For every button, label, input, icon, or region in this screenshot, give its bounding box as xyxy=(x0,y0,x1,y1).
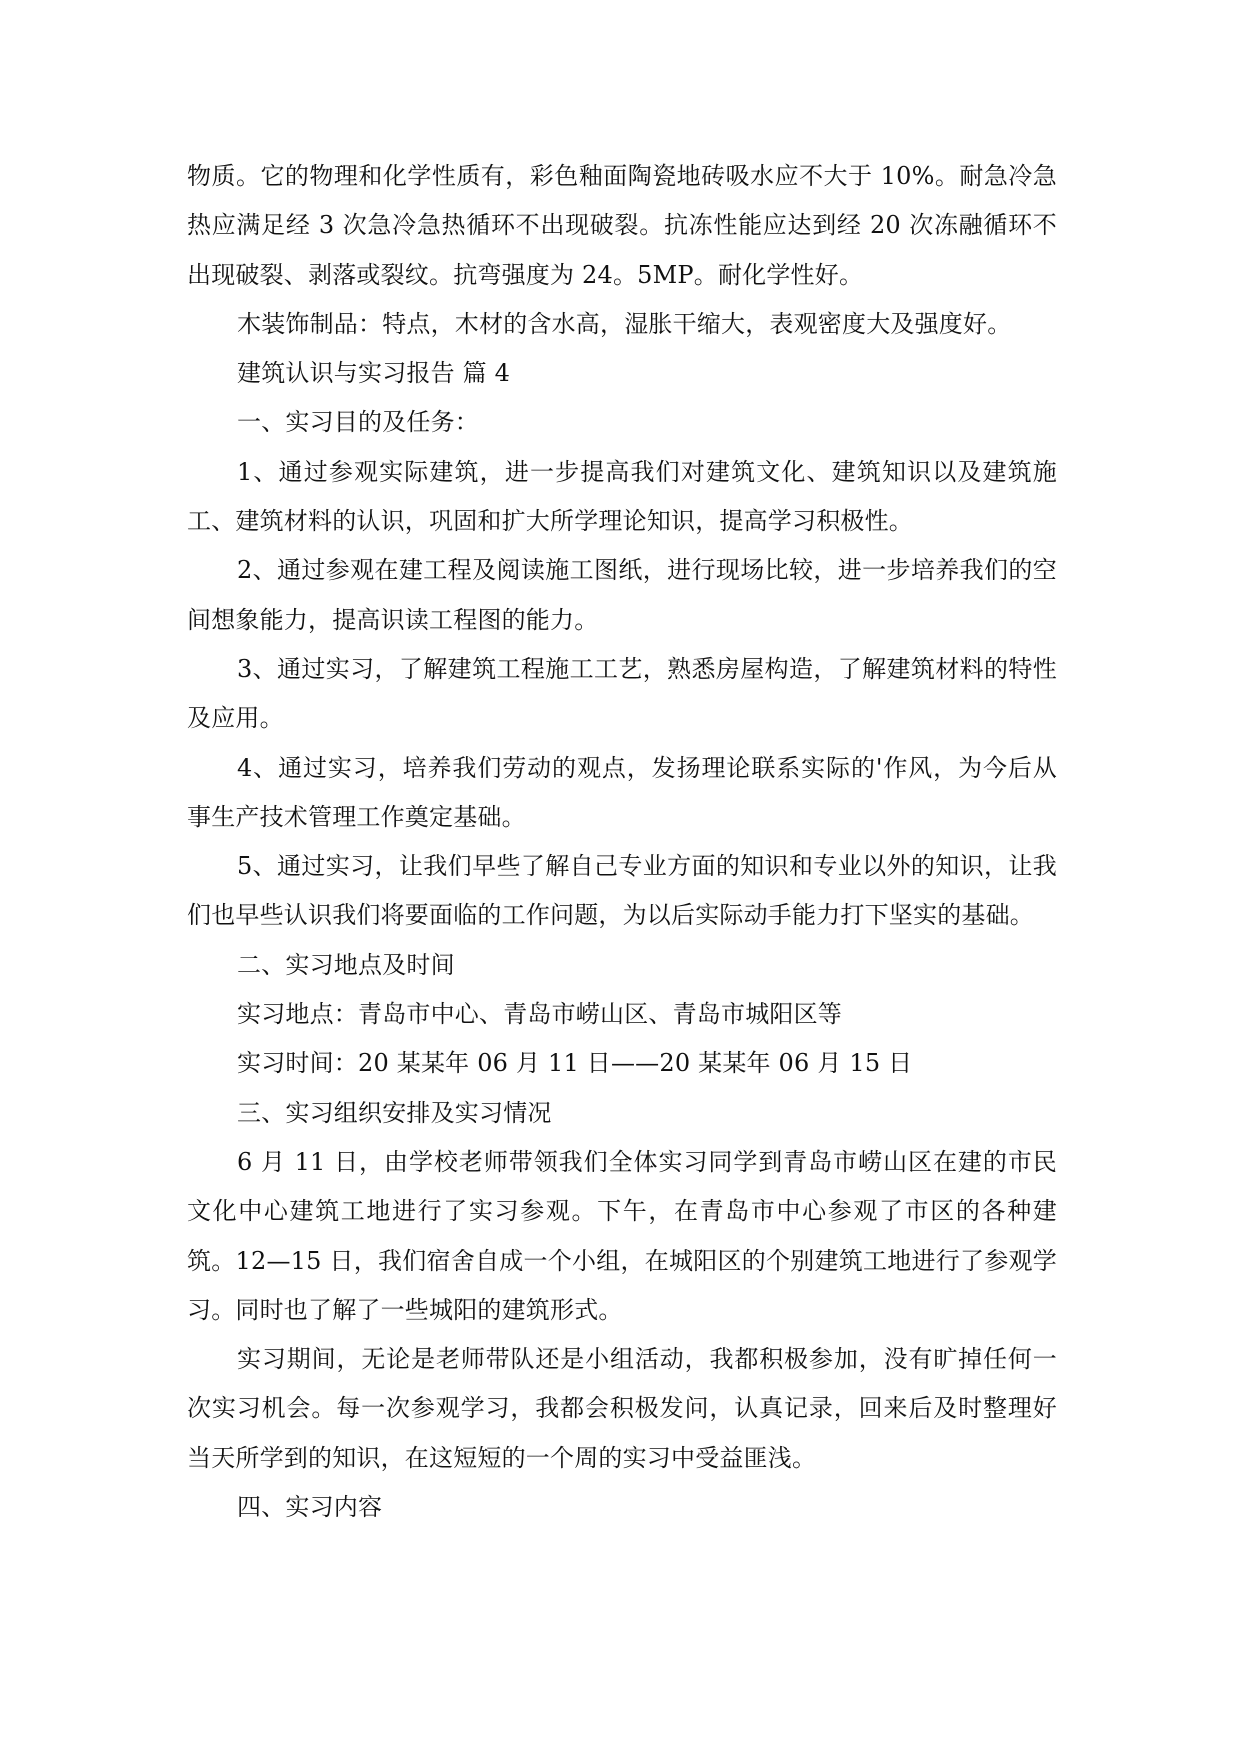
heading-content: 四、实习内容 xyxy=(237,1493,383,1522)
list-item-5: 5、通过实习，让我们早些了解自己专业方面的知识和专业以外的知识，让我们也早些认识我们将要面临的工作问题，为以后实际动手能力打下坚实的基础。 xyxy=(187,852,1057,930)
list-item-2: 2、通过参观在建工程及阅读施工图纸，进行现场比较，进一步培养我们的空间想象能力，提高识读工程图的能力。 xyxy=(187,556,1057,634)
paragraph-wood-products: 木装饰制品：特点，木材的含水高，湿胀干缩大，表观密度大及强度好。 xyxy=(237,309,1012,338)
list-item-3: 3、通过实习，了解建筑工程施工工艺，熟悉房屋构造，了解建筑材料的特性及应用。 xyxy=(187,654,1057,733)
document-body xyxy=(187,152,1057,1532)
heading-arrangement: 三、实习组织安排及实习情况 xyxy=(237,1098,552,1127)
paragraph-location: 实习地点：青岛市中心、青岛市崂山区、青岛市城阳区等 xyxy=(237,1000,842,1029)
section-title-report: 建筑认识与实习报告 篇 4 xyxy=(237,359,511,388)
heading-location-time: 二、实习地点及时间 xyxy=(237,950,455,979)
list-item-1: 1、通过参观实际建筑，进一步提高我们对建筑文化、建筑知识以及建筑施工、建筑材料的认识，巩固和扩大所学理论知识，提高学习积极性。 xyxy=(187,457,1057,536)
paragraph-arrangement: 6 月 11 日，由学校老师带领我们全体实习同学到青岛市崂山区在建的市民文化中心建筑工地进行了实习参观。下午，在青岛市中心参观了市区的各种建筑。12—15 日，我们宿舍自成一个小组，在城阳区的个别建筑工地进行了参观学习。同时也了解了一些城阳的建筑形式。 xyxy=(187,1147,1057,1324)
paragraph-time: 实习时间：20 某某年 06 月 11 日——20 某某年 06 月 15 日 xyxy=(237,1049,913,1078)
paragraph-material-properties: 物质。它的物理和化学性质有，彩色釉面陶瓷地砖吸水应不大于 10%。耐急冷急热应满足经 3 次急冷急热循环不出现破裂。抗冻性能应达到经 20 次冻融循环不出现破裂、剥落或裂纹。抗弯强度为 24。5MP。耐化学性好。 xyxy=(187,162,1057,289)
paragraph-participation: 实习期间，无论是老师带队还是小组活动，我都积极参加，没有旷掉任何一次实习机会。每一次参观学习，我都会积极发问，认真记录，回来后及时整理好当天所学到的知识，在这短短的一个周的实习中受益匪浅。 xyxy=(187,1345,1057,1472)
list-item-4: 4、通过实习，培养我们劳动的观点，发扬理论联系实际的'作风，为今后从事生产技术管理工作奠定基础。 xyxy=(187,753,1057,831)
heading-purpose: 一、实习目的及任务： xyxy=(237,408,479,437)
